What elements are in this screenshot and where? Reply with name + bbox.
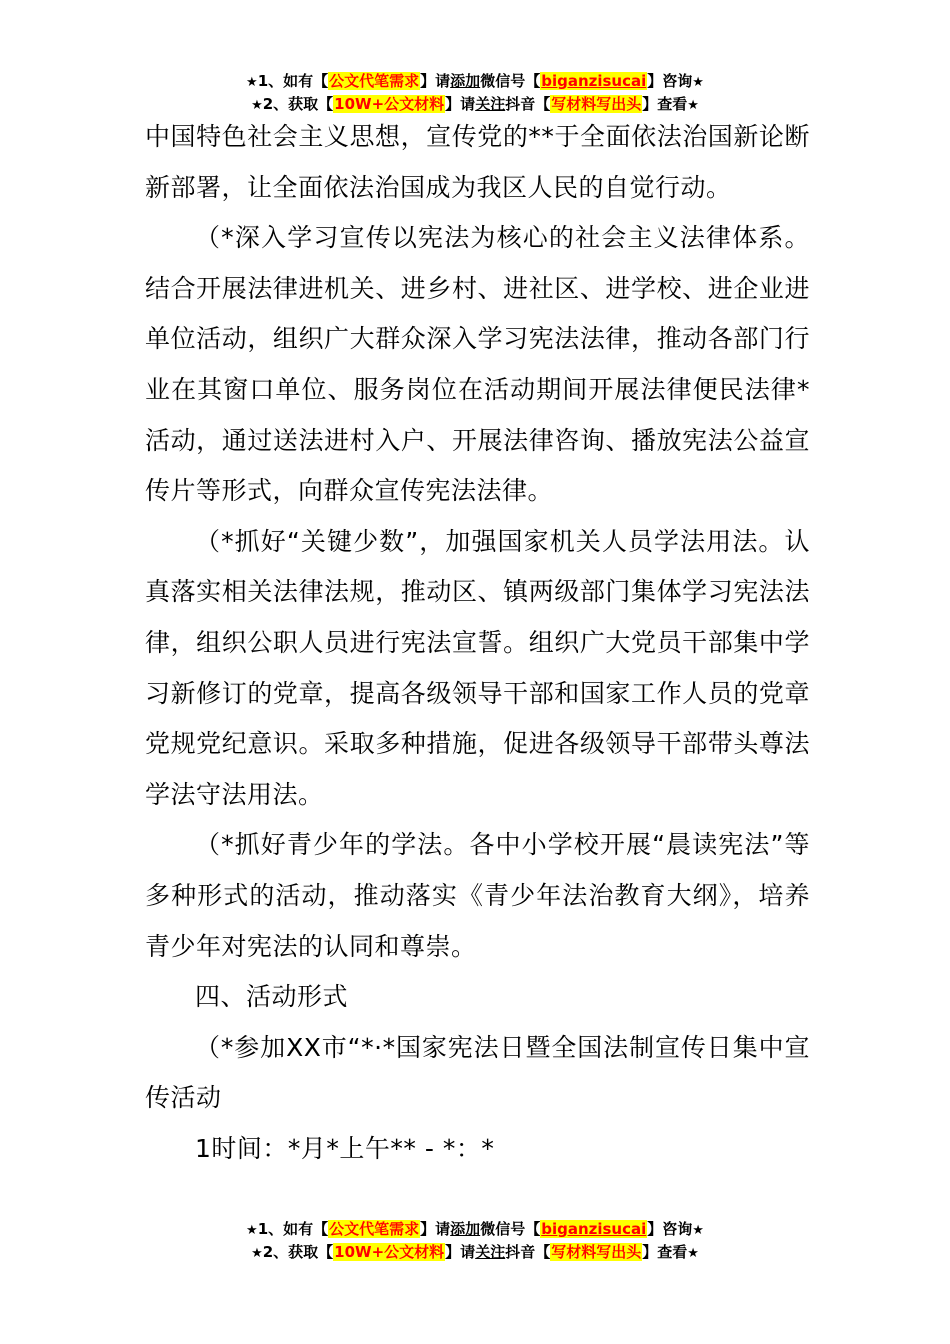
paragraph: （*深入学习宣传以宪法为核心的社会主义法律体系。结合开展法律进机关、进乡村、进社区、进学校、进企业进单位活动，组织广大群众深入学习宪法法律，推动各部门行业在其窗口单位、服务岗位在活动期间开展法律便民法律*活动，通过送法进村入户、开展法律咨询、播放宪法公益宣传片等形式，向群众宣传宪法法律。: [145, 223, 810, 506]
wechat-id-link[interactable]: biganzisucai: [541, 1220, 647, 1238]
star-icon: ★: [251, 98, 263, 113]
star-icon: ★: [246, 1223, 258, 1238]
paragraph: （*抓好“关键少数”，加强国家机关人员学法用法。认真落实相关法律法规，推动区、镇两级部门集体学习宪法法律，组织公职人员进行宪法宣誓。组织广大党员干部集中学习新修订的党章，提高各级领导干部和国家工作人员的党章党规党纪意识。采取多种措施，促进各级领导干部带头尊法学法守法用法。: [145, 526, 810, 809]
paragraph: 1时间：*月*上午** - *：*: [195, 1133, 495, 1163]
douyin-account: 写材料写出头: [551, 1243, 642, 1261]
banner-emphasis: 关注: [475, 95, 506, 113]
banner-emphasis: 添加: [450, 1220, 481, 1238]
paragraph: （*参加XX市“*·*国家宪法日暨全国法制宣传日集中宣传活动: [145, 1032, 810, 1113]
banner-text: 抖音【: [505, 1243, 551, 1261]
banner-text: 】咨询: [647, 72, 693, 90]
star-icon: ★: [687, 1246, 699, 1261]
banner-text: 微信号【: [480, 72, 541, 90]
banner-text: 】咨询: [647, 1220, 693, 1238]
banner-emphasis: 添加: [450, 72, 481, 90]
banner-emphasis: 关注: [475, 1243, 506, 1261]
wechat-id-link[interactable]: biganzisucai: [541, 72, 647, 90]
banner-text: 】请: [445, 95, 476, 113]
douyin-account: 写材料写出头: [551, 95, 642, 113]
banner-text: 】查看: [642, 1243, 688, 1261]
star-icon: ★: [692, 1223, 704, 1238]
highlight-service: 公文代笔需求: [329, 72, 420, 90]
footer-banner: [0, 1218, 950, 1264]
banner-text: 】请: [420, 72, 451, 90]
star-icon: ★: [246, 75, 258, 90]
banner-text: 1、如有【: [257, 72, 329, 90]
highlight-materials: 10W+公文材料: [334, 95, 445, 113]
header-banner: [0, 70, 950, 116]
document-body: [145, 112, 810, 1174]
highlight-service: 公文代笔需求: [329, 1220, 420, 1238]
banner-text: 抖音【: [505, 95, 551, 113]
banner-text: 微信号【: [480, 1220, 541, 1238]
highlight-materials: 10W+公文材料: [334, 1243, 445, 1261]
banner-line-1: [0, 1218, 950, 1241]
section-heading: 四、活动形式: [195, 982, 349, 1012]
banner-line-1: [0, 70, 950, 93]
star-icon: ★: [692, 75, 704, 90]
banner-line-2: [0, 1241, 950, 1264]
star-icon: ★: [687, 98, 699, 113]
paragraph: （*抓好青少年的学法。各中小学校开展“晨读宪法”等多种形式的活动，推动落实《青少年法治教育大纲》，培养青少年对宪法的认同和尊崇。: [145, 830, 810, 961]
banner-text: 】请: [420, 1220, 451, 1238]
paragraph: 中国特色社会主义思想，宣传党的**于全面依法治国新论断新部署，让全面依法治国成为我区人民的自觉行动。: [145, 122, 810, 202]
banner-text: 】查看: [642, 95, 688, 113]
banner-text: 2、获取【: [262, 95, 334, 113]
banner-text: 2、获取【: [262, 1243, 334, 1261]
star-icon: ★: [251, 1246, 263, 1261]
banner-text: 】请: [445, 1243, 476, 1261]
banner-text: 1、如有【: [257, 1220, 329, 1238]
